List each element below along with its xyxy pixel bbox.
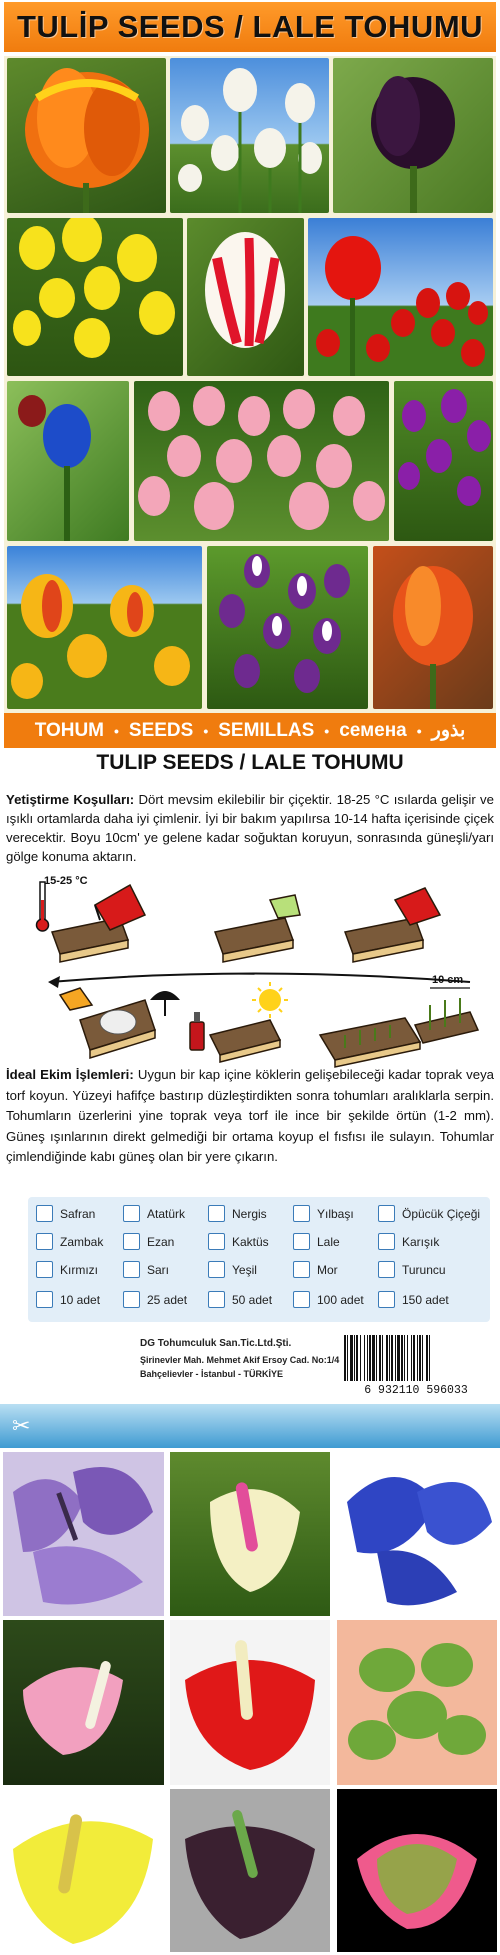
- purple-white-tulips-photo: [207, 546, 368, 709]
- checkbox-square[interactable]: [208, 1205, 225, 1222]
- tall-seedlings-icon: [415, 988, 478, 1043]
- barcode: [340, 1335, 492, 1397]
- barcode-bar: [407, 1335, 408, 1381]
- lang-semillas: SEMILLAS: [218, 719, 315, 741]
- checkbox-label: 150 adet: [402, 1292, 449, 1307]
- checkbox-yilbasi[interactable]: [293, 1205, 354, 1222]
- watering-icon: [60, 988, 155, 1058]
- barcode-bar: [426, 1335, 428, 1381]
- checkbox-square[interactable]: [208, 1261, 225, 1278]
- barcode-bars: [340, 1335, 492, 1383]
- growing-conditions: [6, 790, 494, 866]
- planting-steps-label: İdeal Ekim İşlemleri:: [6, 1067, 134, 1082]
- checkbox-label: Yılbaşı: [317, 1206, 354, 1221]
- lang-semena: семена: [339, 719, 407, 741]
- checkbox-ataturk[interactable]: [123, 1205, 185, 1222]
- checkbox-label: Yeşil: [232, 1262, 257, 1277]
- white-tulips-photo: [170, 58, 329, 213]
- lang-arabic: بذور: [431, 720, 466, 741]
- barcode-bar: [401, 1335, 403, 1381]
- blue-tulip-photo: [7, 381, 129, 541]
- checklist-row: [28, 1231, 490, 1257]
- checkbox-square[interactable]: [378, 1261, 395, 1278]
- checkbox-label: Nergis: [232, 1206, 267, 1221]
- checkbox-square[interactable]: [36, 1205, 53, 1222]
- barcode-bar: [395, 1335, 396, 1381]
- company-name: DG Tohumculuk San.Tic.Ltd.Şti.: [140, 1338, 292, 1349]
- barcode-number: 6 932110 596033: [364, 1384, 468, 1397]
- barcode-bar: [376, 1335, 377, 1381]
- temp-label: 15-25 °C: [44, 875, 88, 887]
- yellow-red-tulips-photo: [7, 546, 202, 709]
- scissors-icon: ✂: [12, 1413, 31, 1438]
- checklist-row: [28, 1289, 490, 1315]
- growing-conditions-text: Dört mevsim ekilebilir bir çiçektir. 18-25 °C ısılarda gelişir ve ışıklı ortamlarda daha iyi çimlenir. İyi bir bakım yapılırsa 10-14 hafta içerisinde çiçek verecektir. Boyu 10cm' ye gelene kadar soğuktan koruyun, sonrasında güneşli/yarı gölge konuma aktarın.: [6, 792, 494, 864]
- green-anthurium-photo: [337, 1620, 497, 1785]
- cut-line-strip: [0, 1404, 500, 1448]
- barcode-bar: [419, 1335, 421, 1381]
- header-banner: [4, 2, 496, 52]
- language-strip: [4, 713, 496, 748]
- barcode-bar: [386, 1335, 388, 1381]
- dark-anthurium-photo: [170, 1789, 330, 1952]
- checklist-row: [28, 1203, 490, 1229]
- barcode-bar: [397, 1335, 400, 1381]
- checkbox-kaktus[interactable]: [208, 1233, 269, 1250]
- barcode-bar: [364, 1335, 365, 1381]
- barcode-bar: [347, 1335, 348, 1381]
- pink-anthurium-photo: [3, 1620, 164, 1785]
- checkbox-label: Turuncu: [402, 1262, 446, 1277]
- separator-dot: •: [324, 722, 330, 739]
- checkbox-square[interactable]: [123, 1261, 140, 1278]
- checkbox-square[interactable]: [293, 1233, 310, 1250]
- barcode-bar: [391, 1335, 393, 1381]
- yellow-anthurium-photo: [3, 1789, 164, 1952]
- barcode-bar: [369, 1335, 371, 1381]
- thermometer-icon: [37, 882, 49, 931]
- checkbox-yesil[interactable]: [208, 1261, 257, 1278]
- orange-tulip-photo: [7, 58, 166, 213]
- checkbox-label: Ezan: [147, 1234, 175, 1249]
- barcode-bar: [404, 1335, 405, 1381]
- pink-green-anthurium-photo: [337, 1789, 497, 1952]
- separator-dot: •: [203, 722, 209, 739]
- separator-dot: •: [114, 722, 119, 739]
- barcode-bar: [382, 1335, 383, 1381]
- company-address-line-1: Şirinevler Mah. Mehmet Akif Ersoy Cad. No:1/4: [140, 1355, 340, 1365]
- checkbox-sari[interactable]: [123, 1261, 169, 1278]
- checkbox-label: Lale: [317, 1234, 340, 1249]
- separator-dot: •: [416, 722, 422, 739]
- checkbox-turuncu[interactable]: [378, 1261, 446, 1278]
- checkbox-label: Zambak: [60, 1234, 104, 1249]
- checkbox-50-adet[interactable]: [208, 1291, 272, 1308]
- barcode-bar: [413, 1335, 415, 1381]
- purple-anthurium-photo: [3, 1452, 164, 1616]
- barcode-bar: [354, 1335, 355, 1381]
- striped-tulip-photo: [187, 218, 304, 376]
- soil-tray-icon: [52, 885, 145, 962]
- red-anthurium-photo: [170, 1620, 330, 1785]
- checkbox-10-adet[interactable]: [36, 1291, 100, 1308]
- white-anthurium-photo: [170, 1452, 330, 1616]
- checkbox-square[interactable]: [293, 1261, 310, 1278]
- barcode-bar: [367, 1335, 368, 1381]
- purple-tulips-photo: [394, 381, 493, 541]
- barcode-bar: [429, 1335, 430, 1381]
- black-tulip-photo: [333, 58, 493, 213]
- product-subtitle: TULIP SEEDS / LALE TOHUMU: [96, 751, 404, 774]
- checkbox-opucuk-cicegi[interactable]: [378, 1205, 480, 1222]
- barcode-bar: [372, 1335, 375, 1381]
- checkbox-label: Mor: [317, 1262, 338, 1277]
- planting-steps: [6, 1065, 494, 1168]
- checkbox-100-adet[interactable]: [293, 1291, 364, 1308]
- checkbox-karisik[interactable]: [378, 1233, 439, 1250]
- company-address-line-2: Bahçelievler - İstanbul - TÜRKİYE: [140, 1369, 284, 1379]
- checkbox-ezan[interactable]: [123, 1233, 174, 1250]
- checkbox-label: 100 adet: [317, 1292, 364, 1307]
- spray-bottle-icon: [190, 1012, 204, 1050]
- page-title: TULİP SEEDS / LALE TOHUMU: [16, 9, 484, 44]
- tulip-photo-collage: [4, 56, 496, 713]
- checkbox-square[interactable]: [293, 1291, 310, 1308]
- step-arrow-icon: [48, 974, 470, 989]
- sun-icon: [252, 982, 288, 1018]
- orange-red-tulip-photo: [373, 546, 493, 709]
- lang-tohum: TOHUM: [34, 719, 104, 741]
- checkbox-square[interactable]: [123, 1233, 140, 1250]
- company-info: [140, 1338, 340, 1380]
- sow-seeds-icon: [345, 888, 440, 962]
- checkbox-zambak[interactable]: [36, 1233, 103, 1250]
- red-tulip-field-photo: [308, 218, 493, 376]
- checkbox-150-adet[interactable]: [378, 1291, 449, 1308]
- checkbox-square[interactable]: [36, 1291, 53, 1308]
- checkbox-nergis[interactable]: [208, 1205, 267, 1222]
- seedlings-tray-icon: [320, 1018, 420, 1067]
- barcode-bar: [356, 1335, 358, 1381]
- checkbox-label: Atatürk: [147, 1206, 186, 1221]
- checkbox-square[interactable]: [36, 1233, 53, 1250]
- checkbox-square[interactable]: [123, 1291, 140, 1308]
- checkbox-safran[interactable]: [36, 1205, 95, 1222]
- pink-tulips-photo: [134, 381, 389, 541]
- checkbox-label: 50 adet: [232, 1292, 273, 1307]
- level-soil-icon: [215, 895, 300, 962]
- barcode-bar: [379, 1335, 381, 1381]
- checkbox-mor[interactable]: [293, 1261, 338, 1278]
- checkbox-square[interactable]: [293, 1205, 310, 1222]
- barcode-bar: [411, 1335, 412, 1381]
- sprout-tray-icon: [210, 1020, 280, 1062]
- checkbox-square[interactable]: [123, 1205, 140, 1222]
- lang-seeds: SEEDS: [128, 719, 194, 741]
- umbrella-icon: [150, 991, 180, 1016]
- checkbox-label: Öpücük Çiçeği: [402, 1206, 481, 1221]
- checkbox-label: Safran: [60, 1206, 96, 1221]
- checkbox-label: Kaktüs: [232, 1234, 269, 1249]
- checkbox-label: 25 adet: [147, 1292, 188, 1307]
- barcode-bar: [344, 1335, 346, 1381]
- checkbox-square[interactable]: [36, 1261, 53, 1278]
- planting-steps-text: Uygun bir kap içine köklerin gelişebileceği kadar toprak veya torf koyun. Yüzeyi hafifçe bastırıp düzleştirdikten sonra tohumları aralıklarla serpin. Tohumların üzerlerini yine toprak veya torf ile ince bir şekilde örtün (1-2 mm). Güneş ışınlarının direkt gelmediği bir ortama koyup el fısfısı ile sulayın. Tohumlar çimlendiğinde kabı güneş olan bir yere çıkarın.: [6, 1067, 495, 1164]
- checklist-row: [28, 1259, 490, 1285]
- checkbox-label: Karışık: [402, 1234, 440, 1249]
- variety-checklist: [28, 1197, 490, 1322]
- growing-conditions-label: Yetiştirme Koşulları:: [6, 792, 135, 807]
- checkbox-label: Kırmızı: [60, 1262, 98, 1277]
- planting-illustration: [0, 870, 500, 1070]
- checkbox-square[interactable]: [378, 1233, 395, 1250]
- checkbox-lale[interactable]: [293, 1233, 340, 1250]
- barcode-bar: [417, 1335, 418, 1381]
- barcode-bar: [422, 1335, 423, 1381]
- checkbox-square[interactable]: [378, 1205, 395, 1222]
- barcode-bar: [350, 1335, 353, 1381]
- checkbox-label: Sarı: [147, 1262, 170, 1277]
- checkbox-25-adet[interactable]: [123, 1291, 187, 1308]
- yellow-tulips-photo: [7, 218, 183, 376]
- blue-anthurium-photo: [337, 1452, 497, 1616]
- checkbox-kirmizi[interactable]: [36, 1261, 98, 1278]
- height-label: 10 cm: [432, 974, 464, 986]
- checkbox-square[interactable]: [208, 1291, 225, 1308]
- barcode-bar: [389, 1335, 390, 1381]
- checkbox-square[interactable]: [378, 1291, 395, 1308]
- checkbox-square[interactable]: [208, 1233, 225, 1250]
- barcode-bar: [360, 1335, 361, 1381]
- checkbox-label: 10 adet: [60, 1292, 101, 1307]
